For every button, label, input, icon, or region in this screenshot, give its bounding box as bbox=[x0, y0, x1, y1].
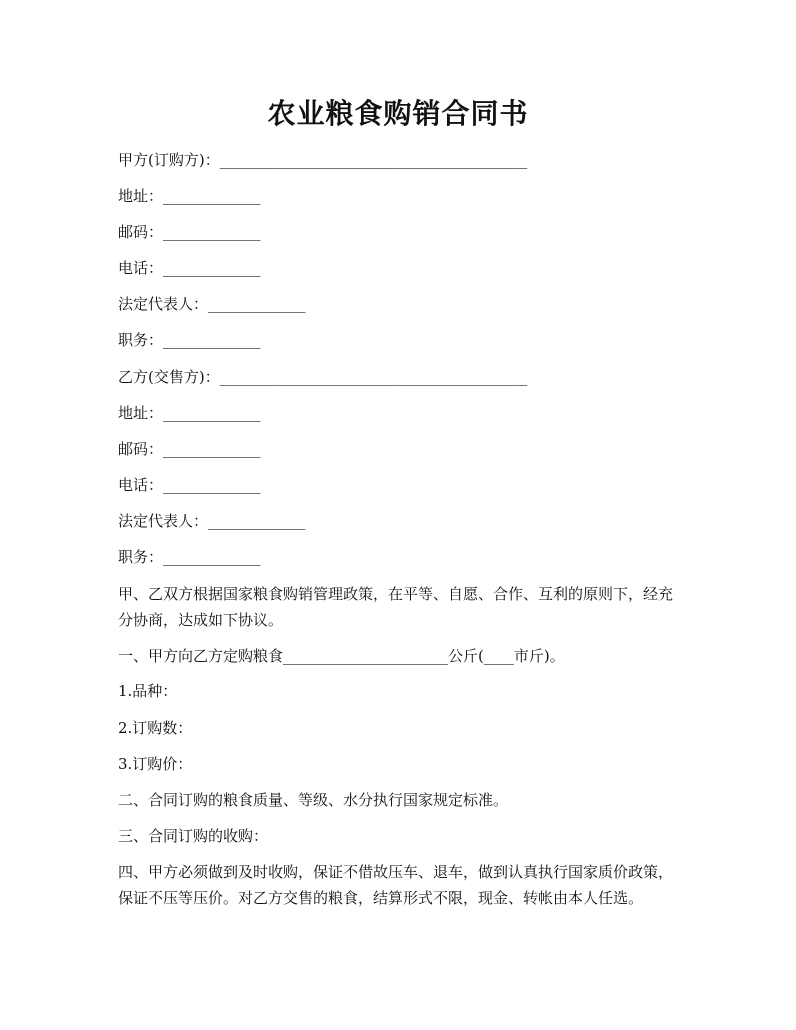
clause-1-item-variety: 1.品种： bbox=[118, 682, 178, 700]
party-a-position-line: 职务：_____________ bbox=[118, 331, 261, 349]
clause-3: 三、合同订购的收购： bbox=[118, 827, 269, 845]
party-a-postcode-line: 邮码：_____________ bbox=[118, 223, 261, 241]
page-title: 农业粮食购销合同书 bbox=[267, 97, 529, 130]
party-a-address-line: 地址：_____________ bbox=[118, 187, 261, 205]
party-b-name-line: 乙方(交售方)：_________________________________________ bbox=[118, 368, 528, 386]
clause-2: 二、合同订购的粮食质量、等级、水分执行国家规定标准。 bbox=[118, 791, 509, 809]
party-b-legal-rep-line: 法定代表人：_____________ bbox=[118, 512, 306, 530]
party-a-legal-rep-line: 法定代表人：_____________ bbox=[118, 295, 306, 313]
preamble-paragraph: 甲、乙双方根据国家粮食购销管理政策，在平等、自愿、合作、互利的原则下，经充分协商，达成如下协议。 bbox=[118, 585, 674, 629]
party-a-name-line: 甲方(订购方)：_________________________________________ bbox=[118, 151, 528, 169]
party-b-postcode-line: 邮码：_____________ bbox=[118, 440, 261, 458]
party-b-phone-line: 电话：_____________ bbox=[118, 476, 261, 494]
party-b-address-line: 地址：_____________ bbox=[118, 404, 261, 422]
party-b-position-line: 职务：_____________ bbox=[118, 548, 261, 566]
party-a-phone-line: 电话：_____________ bbox=[118, 259, 261, 277]
clause-1-item-quantity: 2.订购数： bbox=[118, 719, 193, 737]
clause-4-paragraph: 四、甲方必须做到及时收购，保证不借故压车、退车，做到认真执行国家质价政策，保证不压等压价。对乙方交售的粮食，结算形式不限，现金、转帐由本人任选。 bbox=[118, 863, 674, 907]
clause-1: 一、甲方向乙方定购粮食______________________公斤(____市斤)。 bbox=[118, 647, 565, 665]
clause-1-item-price: 3.订购价： bbox=[118, 755, 193, 773]
